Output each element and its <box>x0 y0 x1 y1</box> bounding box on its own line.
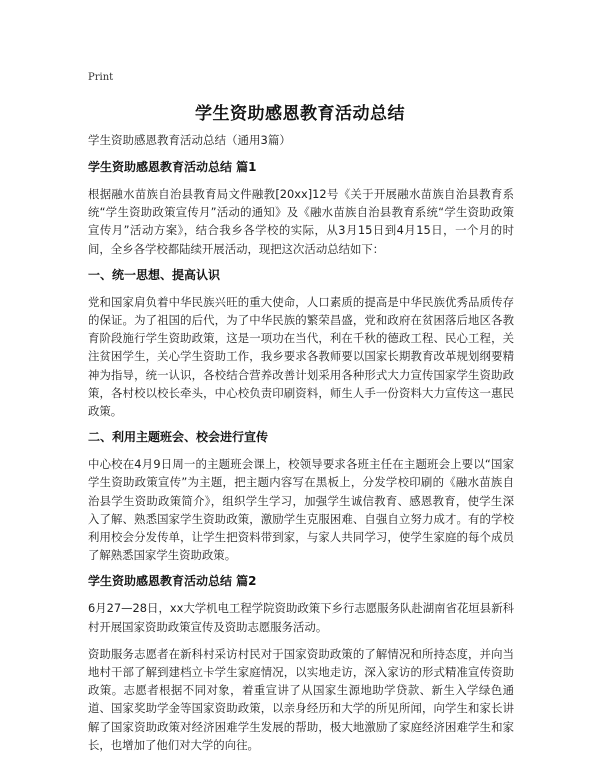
page-title: 学生资助感恩教育活动总结 <box>195 104 405 124</box>
section-heading-unify-thinking: 一、统一思想、提高认识 <box>88 267 221 282</box>
paragraph-unify-thinking: 党和国家肩负着中华民族兴旺的重大使命，人口素质的提高是中华民族优秀品质传存的保证。为了祖国的后代，为了中华民族的繁荣昌盛，党和政府在贫困落后地区各教育阶段施行学生资助政策，这是一项功在当代，利在千秋的德政工程、民心工程，关注贫困学生，关心学生资助工作，我乡要求各教师要以国家长期教育改革规划纲要精神为指导，统一认识，各校结合营养改善计划采用各种形式大力宣传国家学生资助政策，各村校以校长牵头，中心校负责印刷资料，师生人手一份资料大力宣传这一惠民政策。 <box>88 294 514 419</box>
paragraph-volunteer-team: 6月27—28日，xx大学机电工程学院资助政策下乡行志愿服务队赴湖南省花垣县新科村开展国家资助政策宣传及资助志愿服务活动。 <box>88 601 514 634</box>
section-heading-part1: 学生资助感恩教育活动总结 篇1 <box>88 160 257 174</box>
document-body <box>88 132 514 763</box>
document-subtitle: 学生资助感恩教育活动总结（通用3篇） <box>88 133 291 147</box>
section-heading-class-meetings: 二、利用主题班会、校会进行宣传 <box>88 430 269 445</box>
paragraph-volunteer-service: 资助服务志愿者在新科村采访村民对于国家资助政策的了解情况和所持态度，并向当地村干部了解到建档立卡学生家庭情况，以实地走访，深入家访的形式精准宣传资助政策。志愿者根据不同对象，着重宣讲了从国家生源地助学贷款、新生入学绿色通道、国家奖助学金等国家资助政策，以亲身经历和大学的所见所闻，向学生和家长讲解了国家资助政策对经济困难学生发展的帮助，极大地激励了家庭经济困难学生和家长，也增加了他们对大学的向往。 <box>88 646 514 752</box>
section-heading-part2: 学生资助感恩教育活动总结 篇2 <box>88 574 257 589</box>
print-link[interactable]: Print <box>88 72 114 83</box>
paragraph-intro: 根据融水苗族自治县教育局文件融教[20xx]12号《关于开展融水苗族自治县教育系统“学生资助政策宣传月”活动的通知》及《融水苗族自治县教育系统“学生资助政策宣传月”活动方案》，结合我乡各学校的实际，从3月15日到4月15日，一个月的时间，全乡各学校都陆续开展活动，现把这次活动总结如下： <box>88 187 514 256</box>
paragraph-class-meetings: 中心校在4月9日周一的主题班会课上，校领导要求各班主任在主题班会上要以“国家学生资助政策宣传”为主题，把主题内容写在黑板上，分发学校印刷的《融水苗族自治县学生资助政策简介》，组织学生学习，加强学生诚信教育、感恩教育，使学生深入了解、熟悉国家学生资助政策，激励学生克服困难、自强自立努力成才。有的学校利用校会分发传单，让学生把资料带到家，与家人共同学习，使学生家庭的每个成员了解熟悉国家学生资助政策。 <box>88 457 514 563</box>
